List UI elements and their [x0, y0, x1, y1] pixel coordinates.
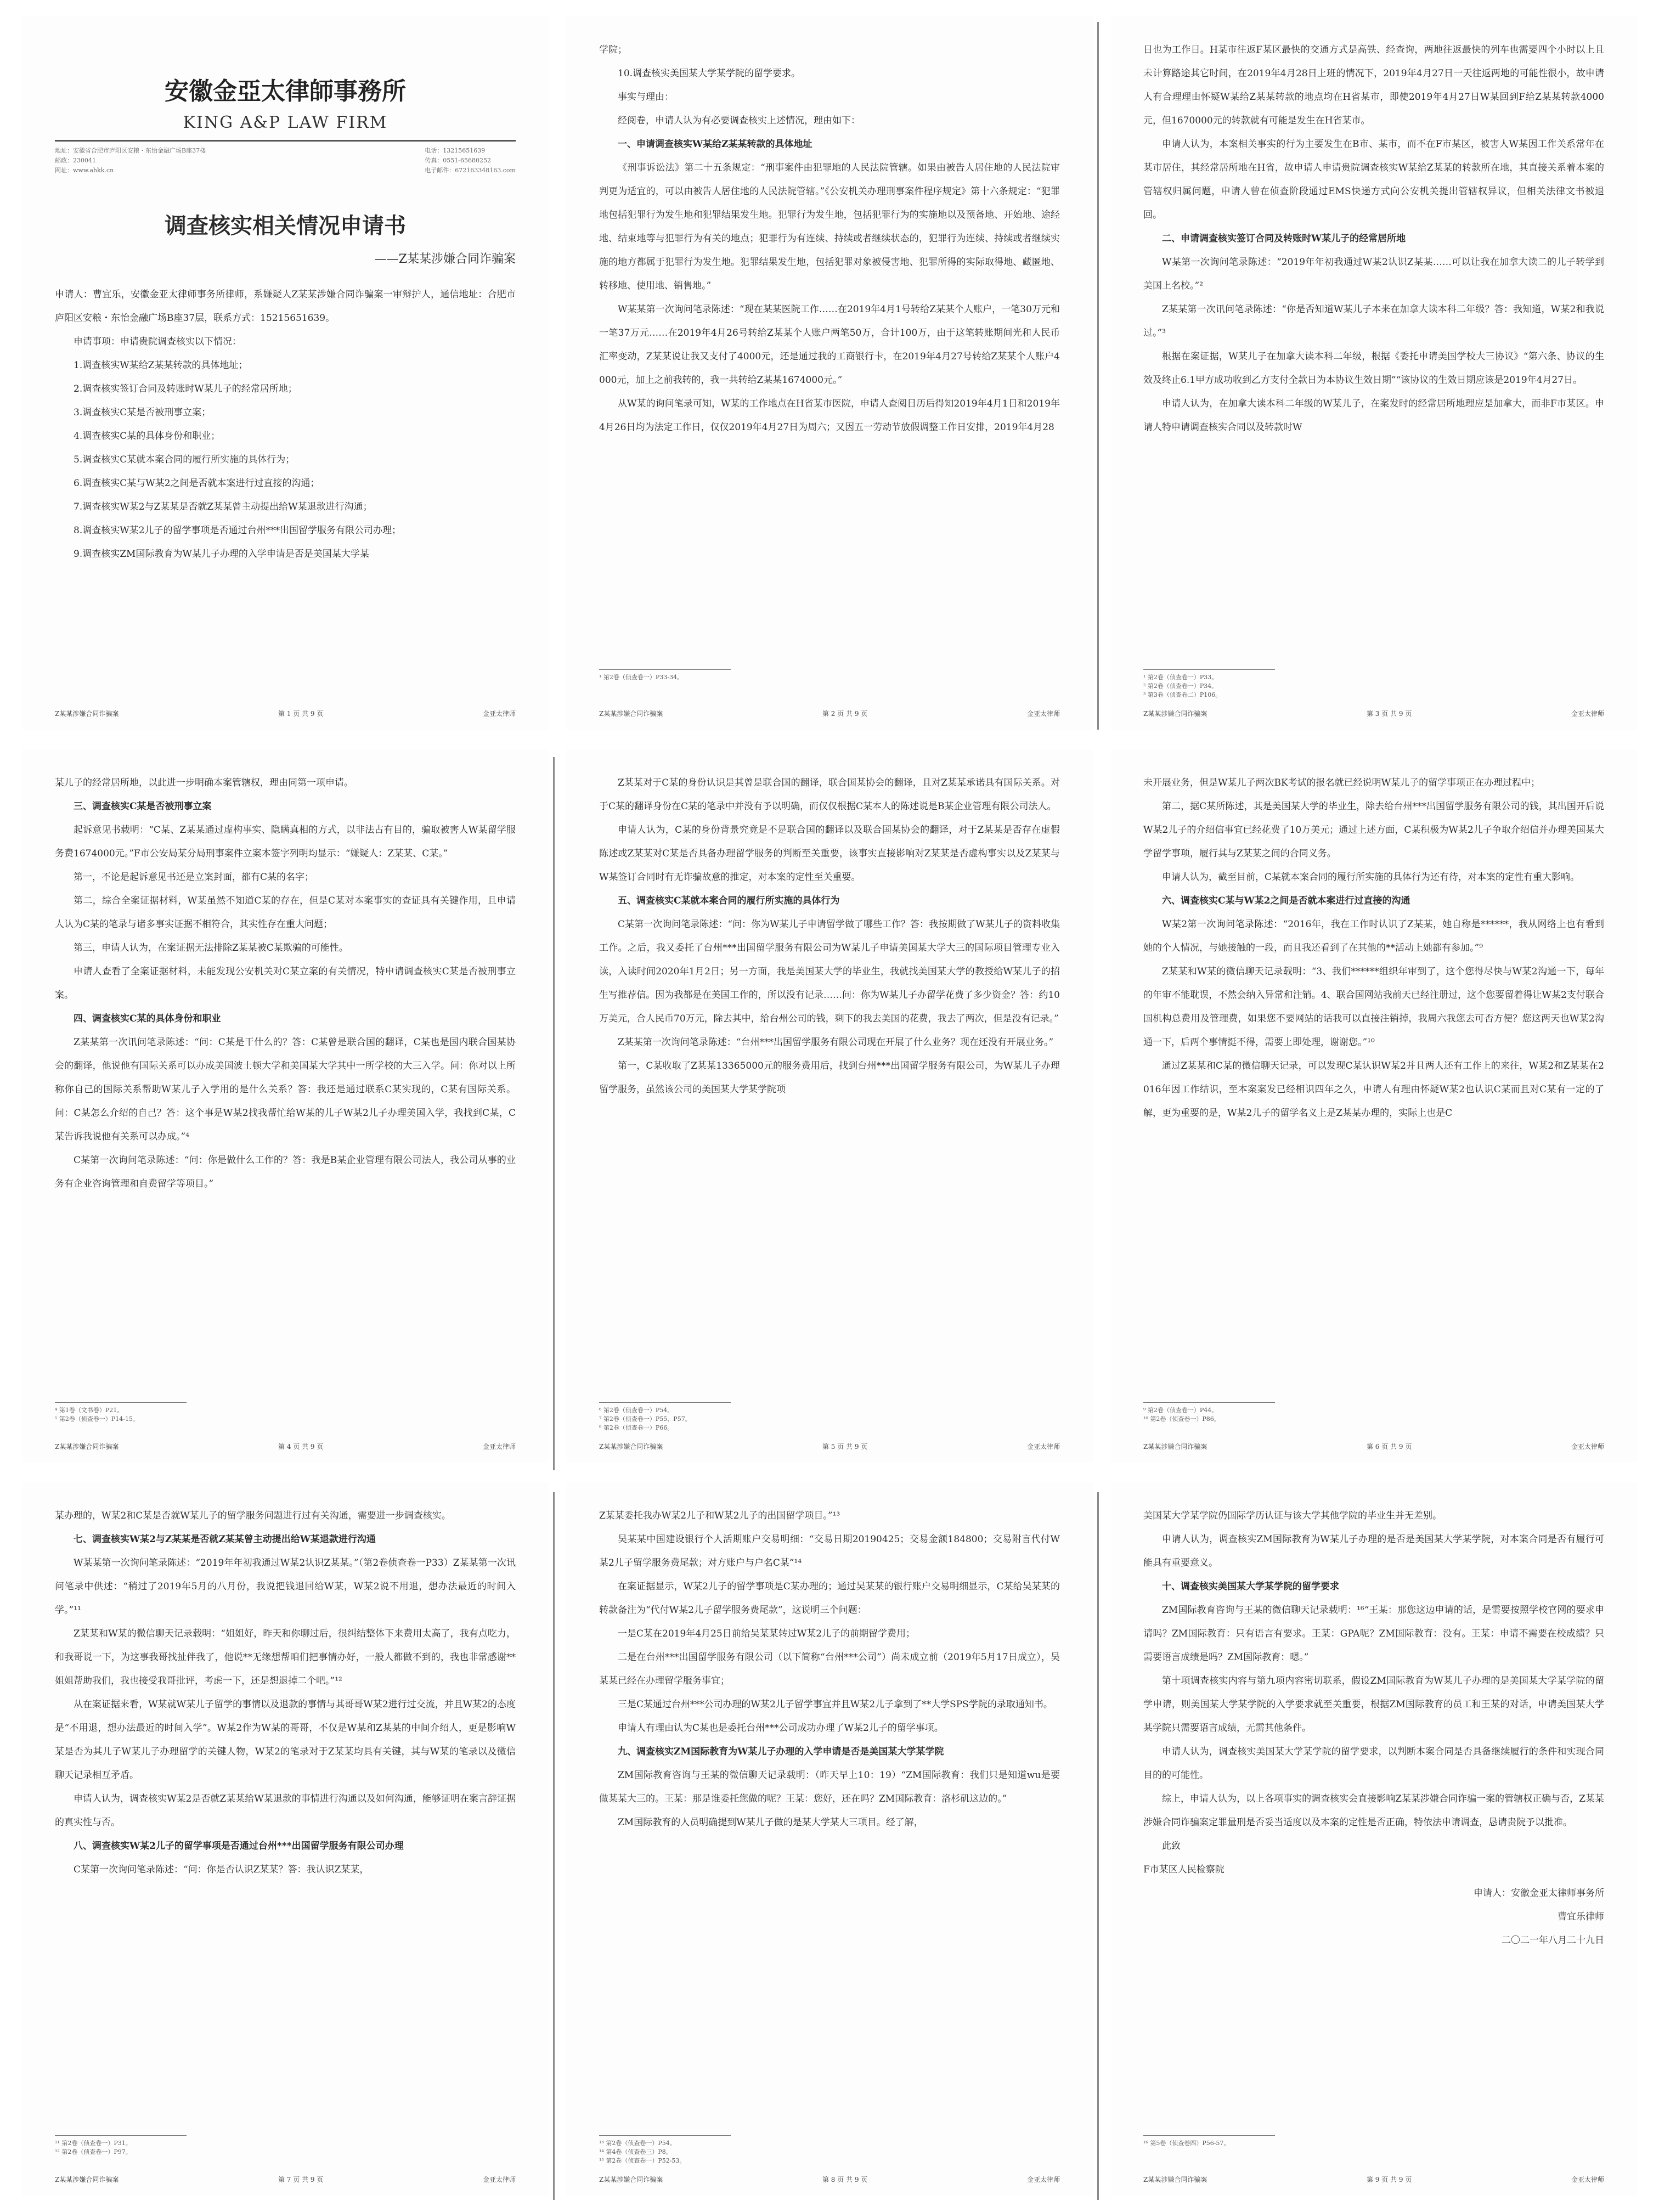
footer-case: Z某某涉嫌合同诈骗案	[1143, 710, 1207, 718]
footer-firm: 金亚太律师	[1026, 2176, 1060, 2183]
body-paragraph: W某第一次询问笔录陈述：“2019年年初我通过W某2认识Z某某……可以让我在加拿大读二的儿子转学到美国上名校。”²	[1143, 257, 1604, 291]
signature-lawyer: 曹宜乐律师	[1558, 1911, 1604, 1922]
divider-line	[1097, 22, 1099, 730]
footer-page-number: 第 4 页 共 9 页	[278, 1443, 324, 1451]
document-subtitle: ——Z某某涉嫌合同诈骗案	[374, 252, 516, 266]
body-paragraph: 第二，综合全案证据材料，W某虽然不知道C某的存在，但是C某对本案事实的查证具有关键作用，且申请人认为C某的笔录与诸多事实证据不相符合，其实性存在重大问题；	[55, 895, 516, 930]
footnote: ² 第2卷（侦查卷一）P34。	[1143, 682, 1218, 690]
section-heading: 二、申请调查核实签订合同及转账时W某儿子的经常居所地	[1162, 233, 1406, 244]
section-heading: 六、调查核实C某与W某2之间是否就本案进行过直接的沟通	[1162, 895, 1410, 906]
body-paragraph: 学院；	[599, 44, 627, 55]
letterhead-info-right	[425, 146, 516, 176]
body-paragraph: 6.调查核实C某与W某2之间是否就本案进行过直接的沟通；	[74, 478, 320, 489]
footnote: ¹ 第2卷（侦查卷一）P33。	[1143, 674, 1218, 681]
footnotes	[55, 1402, 516, 1424]
body-paragraph: 申请人认为，截至目前，C某就本案合同的履行所实施的具体行为还有待，对本案的定性有重大影响。	[1162, 872, 1580, 883]
footer-case: Z某某涉嫌合同诈骗案	[599, 1443, 663, 1451]
page-footer	[599, 1442, 1060, 1451]
footnote: ¹³ 第2卷（侦查卷一）P54。	[599, 2140, 676, 2147]
firm-email: 电子邮件：672163348163.com	[425, 167, 516, 174]
page-body	[55, 1504, 516, 1882]
body-paragraph: 4.调查核实C某的具体身份和职业；	[74, 431, 221, 442]
page-footer	[599, 2175, 1060, 2184]
page-footer	[1143, 1442, 1604, 1451]
footnote: ¹⁵ 第2卷（侦查卷一）P52-53。	[599, 2157, 686, 2164]
body-paragraph: 9.调查核实ZM国际教育为W某儿子办理的入学申请是否是美国某大学某	[74, 549, 369, 560]
footnotes	[599, 1402, 1060, 1432]
footer-page-number: 第 5 页 共 9 页	[822, 1443, 868, 1451]
page-body	[599, 771, 1060, 1102]
body-paragraph: 5.调查核实C某就本案合同的履行所实施的具体行为；	[74, 454, 295, 465]
section-heading: 五、调查核实C某就本案合同的履行所实施的具体行为	[618, 895, 840, 906]
body-paragraph: F市某区人民检察院	[1143, 1864, 1224, 1875]
page-footer	[55, 709, 516, 718]
body-paragraph: 从在案证据来看，W某就W某儿子留学的事情以及退款的事情与其哥哥W某2进行过交流，并且W某2的态度是“不用退，想办法最近的时间入学”。W某2作为W某的哥哥，不仅是W某和Z某某的中间介绍人，更是影响W某是否为其儿子W某儿子办理留学的关键人物，W某2的笔录对于Z某某均具有关键，其与W某的笔录以及微信聊天记录相互矛盾。	[55, 1699, 516, 1781]
footer-firm: 金亚太律师	[482, 710, 516, 718]
body-paragraph: 1.调查核实W某给Z某某转款的具体地址；	[74, 360, 248, 371]
footnote-rule	[599, 2135, 731, 2136]
body-paragraph: 申请人认为，调查核实W某2是否就Z某某给W某退款的事情进行沟通以及如何沟通，能够证明在案言辞证据的真实性与否。	[55, 1793, 516, 1828]
body-paragraph: C某第一次询问笔录陈述：“问：你是做什么工作的？答：我是B某企业管理有限公司法人，我公司从事的业务有企业咨询管理和自费留学等项目。”	[55, 1155, 516, 1189]
body-paragraph: 申请人认为，在加拿大读本科二年级的W某儿子，在案发时的经常居所地理应是加拿大，而非F市某区。申请人特申请调查核实合同以及转款时W	[1143, 398, 1604, 433]
body-paragraph: 综上，申请人认为，以上各项事实的调查核实会直接影响Z某某涉嫌合同诈骗一案的管辖权正确与否，Z某某涉嫌合同诈骗案定罪量刑是否妥当适度以及本案的定性是否正确，特依法申请调查，恳请贵院予以批准。	[1143, 1793, 1604, 1828]
document-page-3	[1110, 16, 1637, 730]
body-paragraph: 起诉意见书载明：“C某、Z某某通过虚构事实、隐瞒真相的方式，以非法占有目的，骗取被害人W某留学服务费1674000元。”F市公安局某分局刑事案件立案本签字列明均显示：“嫌疑人：Z某某、C某。”	[55, 825, 516, 859]
footer-case: Z某某涉嫌合同诈骗案	[1143, 2176, 1207, 2183]
footnote: ⁸ 第2卷（侦查卷一）P66。	[599, 1424, 674, 1431]
body-paragraph: 《刑事诉讼法》第二十五条规定：“刑事案件由犯罪地的人民法院管辖。如果由被告人居住地的人民法院审判更为适宜的，可以由被告人居住地的人民法院管辖。”《公安机关办理刑事案件程序规定》第十六条规定：“犯罪地包括犯罪行为发生地和犯罪结果发生地。犯罪行为发生地，包括犯罪行为的实施地以及预备地、开始地、途经地、结束地等与犯罪行为有关的地点；犯罪行为有连续、持续或者继续状态的，犯罪行为连续、持续或者继续实施的地方都属于犯罪行为发生地。犯罪结果发生地，包括犯罪对象被侵害地、犯罪所得的实际取得地、藏匿地、转移地、使用地、销售地。”	[599, 162, 1060, 291]
document-page-9	[1110, 1482, 1637, 2196]
page-footer	[1143, 709, 1604, 718]
footer-firm: 金亚太律师	[1026, 710, 1060, 718]
footnote-rule	[1143, 669, 1275, 670]
footer-case: Z某某涉嫌合同诈骗案	[55, 710, 119, 718]
document-page-2	[566, 16, 1093, 730]
footer-page-number: 第 7 页 共 9 页	[278, 2176, 324, 2183]
body-paragraph: 8.调查核实W某2儿子的留学事项是否通过台州***出国留学服务有限公司办理；	[74, 525, 402, 536]
divider-line	[553, 1492, 555, 2200]
page-body	[1143, 38, 1604, 439]
letterhead-info	[55, 146, 516, 176]
page-body	[599, 38, 1060, 439]
body-paragraph: C某第一次询问笔录陈述：“问：你是否认识Z某某？答：我认识Z某某，	[74, 1864, 369, 1875]
document-page-4	[22, 749, 549, 1463]
body-paragraph: W某某第一次询问笔录陈述：“现在某某医院工作……在2019年4月1号转给Z某某个人账户，一笔30万元和一笔37万元……在2019年4月26号转给Z某某个人账户两笔50万，合计100万，由于这笔转账期间光和人民币汇率变动，Z某某说让我又支付了4000元，还是通过我的工商银行卡，在2019年4月27号转给Z某某个人账户4000元，加上之前我转的，我一共转给Z某某1674000元。”	[599, 304, 1060, 386]
footer-page-number: 第 3 页 共 9 页	[1366, 710, 1412, 718]
body-paragraph: 某办理的，W某2和C某是否就W某儿子的留学服务问题进行过有关沟通，需要进一步调查核实。	[55, 1510, 451, 1521]
body-paragraph: Z某某和W某的微信聊天记录载明：“3、我们******组织年审到了，这个您得尽快与W某2沟通一下，每年的年审不能耽误，不然会纳入异常和注销。4、联合国网站我前天已经注册过，这个您要留着得让W某2支付联合国机构总费用及管理费，如果您不要网站的话我可以直接注销掉，我周六我您去可否方便？您这两天也W某2沟通一下，后两个事情挺不得，需要上即处理，谢谢您。”¹⁰	[1143, 966, 1604, 1048]
body-paragraph: 申请人认为，C某的身份背景究竟是不是联合国的翻译以及联合国某协会的翻译，对于Z某某是否存在虚假陈述或Z某某对C某是否具备办理留学服务的判断至关重要，该事实直接影响对Z某某是否虚构事实以及Z某某与W某签订合同时有无诈骗故意的推定，对本案的定性至关重要。	[599, 825, 1060, 883]
footer-case: Z某某涉嫌合同诈骗案	[55, 2176, 119, 2183]
body-paragraph: 3.调查核实C某是否被刑事立案；	[74, 407, 211, 418]
body-paragraph: 未开展业务，但是W某儿子两次BK考试的报名就已经说明W某儿子的留学事项正在办理过程中；	[1143, 777, 1541, 788]
section-heading: 一、申请调查核实W某给Z某某转款的具体地址	[618, 139, 812, 150]
footer-case: Z某某涉嫌合同诈骗案	[55, 1443, 119, 1451]
footnote: ¹¹ 第2卷（侦查卷一）P31。	[55, 2140, 132, 2147]
footnote-rule	[55, 1402, 187, 1403]
body-paragraph: 2.调查核实签订合同及转账时W某儿子的经常居所地；	[74, 383, 297, 394]
body-paragraph: C某第一次询问笔录陈述：“问：你为W某儿子申请留学做了哪些工作？答：我按期做了W某儿子的资料收集工作。之后，我又委托了台州***出国留学服务有限公司为W某儿子申请美国某大学大三的国际项目管理专业入读，入读时间2020年1月2日；另一方面，我是美国某大学的毕业生，我就找美国某大学的教授给W某儿子的招生写推荐信。因为我都是在美国工作的，所以没有记录……问：你为W某儿子办留学花费了多少资金？答：约10万美元，合人民币70万元，除去其中，给台州公司的钱，剩下的我去美国的花费，我去了两次，但是没有记录。”	[599, 919, 1060, 1024]
body-paragraph: 美国某大学某学院仍国际学历认证与该大学其他学院的毕业生并无差别。	[1143, 1510, 1442, 1521]
footnote: ⁹ 第2卷（侦查卷一）P44。	[1143, 1407, 1218, 1414]
body-paragraph: 经阅卷，申请人认为有必要调查核实上述情况，理由如下：	[618, 115, 860, 126]
page-body	[1143, 1504, 1604, 1882]
footer-firm: 金亚太律师	[1571, 1443, 1604, 1451]
section-heading: 九、调查核实ZM国际教育为W某儿子办理的入学申请是否是美国某大学某学院	[618, 1746, 944, 1757]
footer-firm: 金亚太律师	[1571, 710, 1604, 718]
footnote-rule	[1143, 1402, 1275, 1403]
body-paragraph: 第三，申请人认为，在案证据无法排除Z某某被C某欺骗的可能性。	[74, 943, 348, 953]
body-paragraph: Z某某和W某的微信聊天记录载明：“姐姐好，昨天和你聊过后，很纠结整体下来费用太高了，我有点吃力，和我哥说一下，为这事我哥找扯伴我了，他说**无缘想帮咱们把事情办好，一般人都做不到的，我也非常感谢**姐姐帮助我们，我也接受我哥批评，考虑一下，还是想退掉二个吧。”¹²	[55, 1628, 516, 1686]
body-paragraph: Z某某第一次讯问笔录陈述：“你是否知道W某儿子本来在加拿大读本科二年级？答：我知道，W某2和我说过。”³	[1143, 304, 1604, 338]
footer-page-number: 第 6 页 共 9 页	[1366, 1443, 1412, 1451]
footnotes	[1143, 669, 1604, 699]
footnotes	[1143, 2135, 1604, 2148]
firm-name-en: KING A&P LAW FIRM	[183, 113, 388, 132]
footnote: ¹² 第2卷（侦查卷一）P97。	[55, 2148, 132, 2155]
footnote: ¹⁶ 第5卷（侦查卷四）P56-57。	[1143, 2140, 1230, 2147]
footnotes	[599, 669, 1060, 682]
body-paragraph: ZM国际教育咨询与王某的微信聊天记录载明：（昨天早上10：19）“ZM国际教育：我们只是知道wu是要做某某大三的。王某：那是谁委托您做的呢？王某：您好，还在吗？ZM国际教育：洛杉矶这边的。”	[599, 1770, 1060, 1804]
footer-page-number: 第 8 页 共 9 页	[822, 2176, 868, 2183]
footnotes	[55, 2135, 516, 2157]
section-heading: 四、调查核实C某的具体身份和职业	[74, 1013, 221, 1024]
footnote: ¹⁰ 第2卷（侦查卷一）P86。	[1143, 1415, 1220, 1423]
body-paragraph: ZM国际教育的人员明确提到W某儿子做的是某大学某大三项目。经了解，	[618, 1817, 923, 1828]
document-page-5	[566, 749, 1093, 1463]
document-title: 调查核实相关情况申请书	[165, 213, 406, 239]
firm-fax: 传真：0551-65680252	[425, 157, 491, 164]
firm-website: 网址：www.ahkk.cn	[55, 167, 114, 174]
footnotes	[599, 2135, 1060, 2165]
footnotes	[1143, 1402, 1604, 1424]
body-paragraph: W某某第一次询问笔录陈述：“2019年年初我通过W某2认识Z某某。”（第2卷侦查卷一P33）Z某某第一次讯问笔录中供述：“稍过了2019年5月的八月份，我说把钱退回给W某，W某2说不用退，想办法最近的时间入学。”¹¹	[55, 1558, 516, 1616]
footnote: ⁶ 第2卷（侦查卷一）P54。	[599, 1407, 674, 1414]
page-footer	[55, 2175, 516, 2184]
spacer	[55, 267, 516, 283]
page-body	[55, 283, 516, 566]
document-page-1	[22, 16, 549, 730]
body-paragraph: 二是在台州***出国留学服务有限公司（以下简称“台州***公司”）尚未成立前（2019年5月17日成立），吴某某已经在办理留学服务事宜；	[599, 1652, 1060, 1686]
page-body	[55, 771, 516, 1196]
footnote-rule	[599, 1402, 731, 1403]
body-paragraph: Z某某第一次询问笔录陈述：“台州***出国留学服务有限公司现在开展了什么业务？现在还没有开展业务。”	[618, 1037, 1054, 1048]
body-paragraph: 第一，不论是起诉意见书还是立案封面，都有C某的名字；	[74, 872, 314, 883]
footer-firm: 金亚太律师	[1571, 2176, 1604, 2183]
footnote-rule	[1143, 2135, 1275, 2136]
footnote: ³ 第3卷（侦查卷二）P106。	[1143, 691, 1222, 698]
body-paragraph: 根据在案证据，W某儿子在加拿大读本科二年级，根据《委托申请美国学校大三协议》“第六条、协议的生效及终止6.1甲方成功收到乙方支付全款日为本协议生效日期”“该协议的生效日期应该是2019年4月27日。	[1143, 351, 1604, 386]
signature-applicant: 申请人：安徽金亚太律师事务所	[1474, 1888, 1604, 1899]
document-page-6	[1110, 749, 1637, 1463]
page-footer	[599, 709, 1060, 718]
body-paragraph: 申请人查看了全案证据材料，未能发现公安机关对C某立案的有关情况，特申请调查核实C某是否被刑事立案。	[55, 966, 516, 1001]
body-paragraph: 申请人有理由认为C某也是委托台州***公司成功办理了W某2儿子的留学事项。	[618, 1723, 944, 1734]
footnote: ¹ 第2卷（侦查卷一）P33-34。	[599, 674, 684, 681]
firm-postcode: 邮政：230041	[55, 157, 96, 164]
section-heading: 十、调查核实美国某大学某学院的留学要求	[1162, 1581, 1339, 1592]
footnote: ¹⁴ 第4卷（侦查卷三）P8。	[599, 2148, 672, 2155]
footnote-rule	[599, 669, 731, 670]
body-paragraph: 日也为工作日。H某市往返F某区最快的交通方式是高铁、经查询，两地往返最快的列车也需要四个小时以上且未计算路途其它时间，在2019年4月28日上班的情况下，2019年4月27日一天往返两地的可能性很小，故申请人有合理理由怀疑W某给Z某某转款的地点均在H省某市，即使2019年4月27日W某回到F给Z某某转款4000元，但1670000元的转款就有可能是发生在H省某市。	[1143, 44, 1604, 126]
footer-page-number: 第 2 页 共 9 页	[822, 710, 868, 718]
body-paragraph: Z某某对于C某的身份认识是其曾是联合国的翻译，联合国某协会的翻译，且对Z某某承诺具有国际关系。对于C某的翻译身份在C某的笔录中并没有予以明确，而仅仅根据C某本人的陈述说是B某企业管理有限公司法人。	[599, 777, 1060, 812]
body-paragraph: 申请人：曹宜乐，安徽金亚太律师事务所律师，系嫌疑人Z某某涉嫌合同诈骗案一审辩护人，通信地址：合肥市庐阳区安粮・东怡金融广场B座37层，联系方式：15215651639。	[55, 289, 516, 324]
firm-address: 地址：安徽省合肥市庐阳区安粮・东怡金融广场B座37楼	[55, 147, 206, 154]
body-paragraph: 7.调查核实W某2与Z某某是否就Z某某曾主动提出给W某退款进行沟通；	[74, 501, 373, 512]
body-paragraph: 第十项调查核实内容与第九项内容密切联系，假设ZM国际教育为W某儿子办理的是美国某大学某学院的留学申请，则美国某大学某学院的入学要求就至关重要，根据ZM国际教育的员工和王某的对话，申请美国某大学某学院只需要语言成绩，无需其他条件。	[1143, 1675, 1604, 1734]
body-paragraph: 通过Z某某和C某的微信聊天记录，可以发现C某认识W某2并且两人还有工作上的来往，W某2和Z某某在2016年因工作结识，至本案案发已经相识四年之久，申请人有理由怀疑W某2也认识C某而且对C某有一定的了解，更为重要的是，W某2儿子的留学名义上是Z某某办理的，实际上也是C	[1143, 1060, 1604, 1119]
footnote: ⁴ 第1卷（文书卷）P21。	[55, 1407, 123, 1414]
body-paragraph: 申请人认为，调查核实美国某大学某学院的留学要求，以判断本案合同是否具备继续履行的条件和实现合同目的的可能性。	[1143, 1746, 1604, 1781]
body-paragraph: 三是C某通过台州***公司办理的W某2儿子留学事宜并且W某2儿子拿到了**大学SPS学院的录取通知书。	[618, 1699, 1053, 1710]
body-paragraph: 吴某某中国建设银行个人活期账户交易明细：“交易日期20190425；交易金额184800；交易附言代付W某2儿子留学服务费尾款；对方账户与户名C某”¹⁴	[599, 1534, 1060, 1568]
body-paragraph: W某2第一次询问笔录陈述：“2016年，我在工作时认识了Z某某，她自称是******，我从网络上也有看到她的个人情况，与她接触的一段，而且我还看到了在其他的**活动上她都有参加。”⁹	[1143, 919, 1604, 953]
footer-firm: 金亚太律师	[482, 2176, 516, 2183]
footnote: ⁷ 第2卷（侦查卷一）P55、P57。	[599, 1415, 691, 1423]
letterhead-info-left	[55, 146, 206, 176]
section-heading: 三、调查核实C某是否被刑事立案	[74, 801, 212, 812]
footer-case: Z某某涉嫌合同诈骗案	[1143, 1443, 1207, 1451]
body-paragraph: 10.调查核实美国某大学某学院的留学要求。	[618, 68, 801, 79]
footer-case: Z某某涉嫌合同诈骗案	[599, 2176, 663, 2183]
footer-page-number: 第 9 页 共 9 页	[1366, 2176, 1412, 2183]
body-paragraph: 一是C某在2019年4月25日前给吴某某转过W某2儿子的前期留学费用；	[618, 1628, 916, 1639]
page-body	[599, 1504, 1060, 1835]
footnote: ⁵ 第2卷（侦查卷一）P14-15。	[55, 1415, 139, 1423]
body-paragraph: Z某某第一次讯问笔录陈述：“问：C某是干什么的？答：C某曾是联合国的翻译，C某也是国内联合国某协会的翻译，他说他有国际关系可以办成美国波士顿大学和美国某大学其中一所学校的大三入学。问：你对以上所称你自己的国际关系帮助W某儿子入学用的是什么关系？答：我还是通过联系C某实现的，C某有国际关系。问：C某怎么介绍的自己？答：这个事是W某2找我帮忙给W某的儿子W某2儿子办理美国入学，我找到C某，C某告诉我说他有关系可以办成。”⁴	[55, 1037, 516, 1142]
footer-page-number: 第 1 页 共 9 页	[278, 710, 324, 718]
body-paragraph: ZM国际教育咨询与王某的微信聊天记录载明：¹⁶“王某：那您这边申请的话，是需要按照学校官网的要求申请吗？ZM国际教育：只有语言有要求。王某：GPA呢？ZM国际教育：没有。王某：申请不需要在校成绩？只需要语言成绩是吗？ZM国际教育：嗯。”	[1143, 1605, 1604, 1663]
document-page-7	[22, 1482, 549, 2196]
firm-phone: 电话：13215651639	[425, 147, 486, 154]
body-paragraph: 第一，C某收取了Z某某13365000元的服务费用后，找到台州***出国留学服务有限公司，为W某儿子办理留学服务，虽然该公司的美国某大学某学院项	[599, 1060, 1060, 1095]
section-heading: 七、调查核实W某2与Z某某是否就Z某某曾主动提出给W某退款进行沟通	[74, 1534, 376, 1545]
firm-name-cn: 安徽金亞太律師事務所	[165, 77, 406, 105]
letterhead-rule	[55, 140, 516, 142]
body-paragraph: 申请人认为，本案相关事实的行为主要发生在B市、某市，而不在F市某区，被害人W某因工作关系常年在某市居住，其经常居所地在H省，故申请人申请贵院调查核实W某给Z某某的转款所在地，其直接关系着本案的管辖权归属问题，申请人曾在侦查阶段通过EMS快递方式向公安机关提出管辖权异议，但相关法律文书被退回。	[1143, 139, 1604, 221]
body-paragraph: 申请人认为，调查核实ZM国际教育为W某儿子办理的是否是美国某大学某学院，对本案合同是否有履行可能具有重要意义。	[1143, 1534, 1604, 1568]
body-paragraph: 第二，据C某所陈述，其是美国某大学的毕业生，除去给台州***出国留学服务有限公司的钱，其出国开后说W某2儿子的介绍信事宜已经花费了10万美元；通过上述方面，C某积极为W某2儿子争取介绍信并办理美国某大学留学事项，履行其与Z某某之间的合同义务。	[1143, 801, 1604, 859]
signature-date: 二〇二一年八月二十九日	[1502, 1935, 1604, 1946]
section-heading: 八、调查核实W某2儿子的留学事项是否通过台州***出国留学服务有限公司办理	[74, 1841, 404, 1852]
body-paragraph: 在案证据显示，W某2儿子的留学事项是C某办理的；通过吴某某的银行账户交易明细显示，C某给吴某某的转款备注为“代付W某2儿子留学服务费尾款”，这说明三个问题：	[599, 1581, 1060, 1616]
page-footer	[55, 1442, 516, 1451]
footer-case: Z某某涉嫌合同诈骗案	[599, 710, 663, 718]
footnote-rule	[55, 2135, 187, 2136]
body-paragraph: 从W某的询问笔录可知，W某的工作地点在H省某市医院，申请人查阅日历后得知2019年4月1日和2019年4月26日均为法定工作日，仅仅2019年4月27日为周六；又因五一劳动节放假调整工作日安排，2019年4月28	[599, 398, 1060, 433]
body-paragraph: 申请事项：申请贵院调查核实以下情况：	[74, 336, 241, 347]
body-paragraph: 事实与理由：	[618, 92, 674, 103]
body-paragraph: 某儿子的经常居所地，以此进一步明确本案管辖权，理由同第一项申请。	[55, 777, 353, 788]
divider-line	[553, 757, 555, 1470]
divider-line	[1097, 1492, 1099, 2200]
document-page-8	[566, 1482, 1093, 2196]
page-body	[1143, 771, 1604, 1125]
footer-firm: 金亚太律师	[482, 1443, 516, 1451]
body-paragraph: Z某某委托我办W某2儿子和W某2儿子的出国留学项目。”¹³	[599, 1510, 840, 1521]
footer-firm: 金亚太律师	[1026, 1443, 1060, 1451]
body-paragraph: 此致	[1162, 1841, 1181, 1852]
page-footer	[1143, 2175, 1604, 2184]
